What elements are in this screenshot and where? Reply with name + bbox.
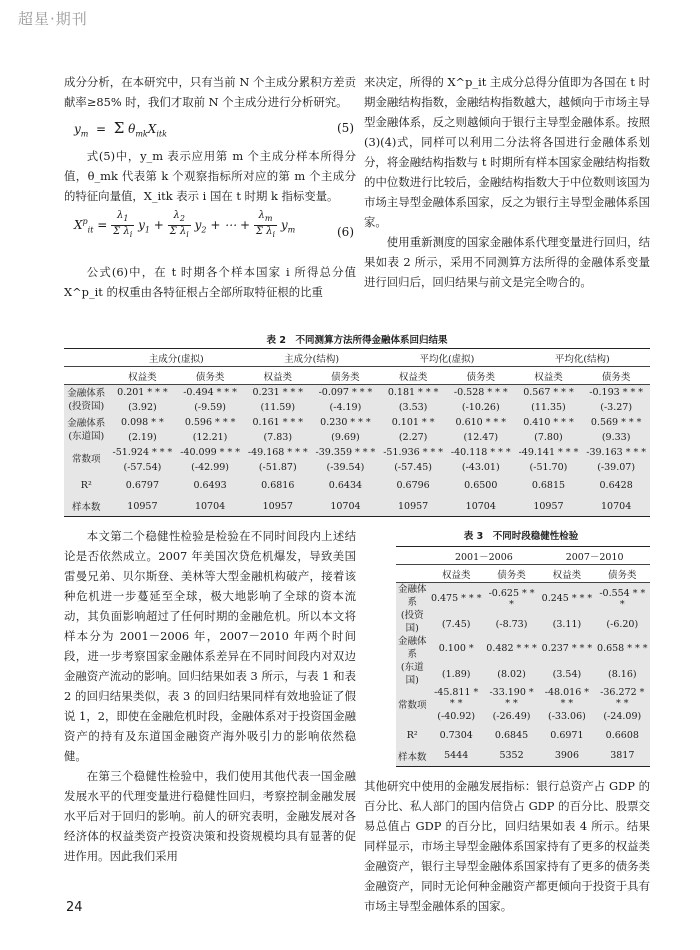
row-label-line: 常数项 xyxy=(398,700,427,711)
table-row xyxy=(396,583,650,615)
coef-cell: 0.098 * * xyxy=(109,415,177,430)
table-3-caption: 表 3 不同时段稳健性检验 xyxy=(463,531,579,542)
tstat-cell: (-33.06) xyxy=(539,709,594,724)
coef-cell: 0.237 * * * xyxy=(539,635,594,661)
paragraph: 其他研究中使用的金融发展指标：银行总资产占 GDP 的百分比、私人部门的国内信贷占 GDP 的百分比、股票交易总值占 GDP 的百分比，回归结果如表 4 所示。结果同样显示，市场主导型金融体系国家持有了更多的权益类金融资产，银行主导型金融体系国家持有了更多的债务类金融资产，同时无论何种金融资产都更倾向于投资于具有市场主导型金融体系的国家。 xyxy=(364,779,650,913)
table-row xyxy=(396,661,650,687)
tstat-cell: (-9.59) xyxy=(176,400,244,415)
group-header: 2007－2010 xyxy=(539,547,650,565)
coef-cell: 0.596 * * * xyxy=(176,415,244,430)
tstat-cell: (-39.07) xyxy=(582,460,650,475)
coef-cell: -0.097 * * * xyxy=(312,385,380,400)
group-header: 平均化(结构) xyxy=(515,349,650,367)
tstat-cell: (-42.99) xyxy=(176,460,244,475)
coef-cell: -40.099 * * * xyxy=(176,445,244,460)
tstat-cell: (-39.54) xyxy=(312,460,380,475)
group-header: 主成分(结构) xyxy=(244,349,379,367)
tstat-cell: (9.69) xyxy=(312,430,380,445)
tstat-cell: (1.89) xyxy=(429,661,484,687)
row-label: R² xyxy=(396,724,429,746)
coef-cell: 0.475 * * * xyxy=(429,583,484,615)
coef-cell: -0.625 * * * xyxy=(484,583,539,615)
sample-size-cell: 10957 xyxy=(109,497,177,517)
row-label-line: 金融体系 xyxy=(67,387,106,399)
group-header: 主成分(虚拟) xyxy=(109,349,244,367)
sample-size-cell: 3906 xyxy=(539,746,594,766)
tstat-cell: (-10.26) xyxy=(447,400,515,415)
col-header: 债务类 xyxy=(312,367,380,385)
row-label-line: (投资国) xyxy=(68,400,105,412)
tstat-cell: (7.83) xyxy=(244,430,312,445)
table-2 xyxy=(64,348,650,517)
table-2-body xyxy=(64,385,650,517)
table-row xyxy=(64,460,650,475)
row-label xyxy=(396,635,429,687)
paragraph: 式(5)中，y_m 表示应用第 m 个主成分样本所得分值，θ_mk 代表第 k 个观察指标所对应的第 m 个主成分的特征向量值，X_itk 表示 i 国在 t 时期 k 指标变量。 xyxy=(64,149,356,203)
sample-size-cell: 3817 xyxy=(595,746,650,766)
row-label-line: (东道国) xyxy=(400,662,424,686)
coef-cell: -0.494 * * * xyxy=(176,385,244,400)
col-header: 债务类 xyxy=(595,565,650,583)
row-label xyxy=(396,687,429,724)
tstat-cell: (11.59) xyxy=(244,400,312,415)
coef-cell: -51.936 * * * xyxy=(379,445,447,460)
coef-cell: 0.201 * * * xyxy=(109,385,177,400)
tstat-cell: (2.19) xyxy=(109,430,177,445)
coef-cell: -0.528 * * * xyxy=(447,385,515,400)
table-row xyxy=(396,614,650,635)
r2-cell: 0.6608 xyxy=(595,724,650,746)
tstat-cell: (-26.49) xyxy=(484,709,539,724)
r2-cell: 0.6815 xyxy=(515,475,583,497)
right-column-top xyxy=(364,72,650,292)
col-header: 权益类 xyxy=(429,565,484,583)
left-column-bottom xyxy=(64,526,356,866)
col-header: 债务类 xyxy=(447,367,515,385)
table-row xyxy=(64,400,650,415)
equation-5: $y_m = \Sigma$ $\theta_{mk}X_{itk}$ (5) xyxy=(74,119,354,139)
left-column-top xyxy=(64,72,356,302)
tstat-cell: (-57.54) xyxy=(109,460,177,475)
coef-cell: -49.168 * * * xyxy=(244,445,312,460)
row-label-line: 金融体系 xyxy=(67,417,106,429)
table-3 xyxy=(396,546,650,767)
page-number: 24 xyxy=(66,900,83,915)
table-row xyxy=(64,385,650,400)
tstat-cell: (-6.20) xyxy=(595,614,650,635)
tstat-cell: (12.47) xyxy=(447,430,515,445)
col-header: 权益类 xyxy=(539,565,594,583)
paragraph: 来决定，所得的 X^p_it 主成分总得分值即为各国在 t 时期金融结构指数，金融结构指数越大，越倾向于市场主导型金融体系，反之则越倾向于银行主导型金融体系。按照(3)(4)式，同样可以利用二分法将各国进行金融体系划分，将金融结构指数与 t 时期所有样本国家金融结构指数的中位数进行比较后，金融结构指数大于中位数则该国为市场主导型金融体系国家，反之为银行主导型金融体系国家。 xyxy=(364,75,650,229)
col-header: 权益类 xyxy=(379,367,447,385)
coef-cell: 0.658 * * * xyxy=(595,635,650,661)
r2-cell: 0.6845 xyxy=(484,724,539,746)
table-row xyxy=(396,709,650,724)
row-label: 样本数 xyxy=(396,746,429,766)
coef-cell: 0.610 * * * xyxy=(447,415,515,430)
r2-cell: 0.6797 xyxy=(109,475,177,497)
row-label-line: 金融体系 xyxy=(398,636,427,660)
sample-size-cell: 10957 xyxy=(244,497,312,517)
right-column-bottom xyxy=(364,776,650,916)
sample-size-cell: 10957 xyxy=(379,497,447,517)
table-row xyxy=(64,445,650,460)
coef-cell: -48.016 * * * xyxy=(539,687,594,709)
r2-cell: 0.7304 xyxy=(429,724,484,746)
row-label xyxy=(64,385,109,415)
col-header: 权益类 xyxy=(109,367,177,385)
tstat-cell: (-51.70) xyxy=(515,460,583,475)
coef-cell: 0.231 * * * xyxy=(244,385,312,400)
coef-cell: -51.924 * * * xyxy=(109,445,177,460)
tstat-cell: (3.53) xyxy=(379,400,447,415)
tstat-cell: (-8.73) xyxy=(484,614,539,635)
tstat-cell: (8.02) xyxy=(484,661,539,687)
tstat-cell: (8.16) xyxy=(595,661,650,687)
coef-cell: -0.554 * * * xyxy=(595,583,650,615)
tstat-cell: (12.21) xyxy=(176,430,244,445)
table-row xyxy=(64,475,650,497)
table-row xyxy=(396,687,650,709)
sample-size-cell: 10704 xyxy=(176,497,244,517)
r2-cell: 0.6493 xyxy=(176,475,244,497)
tstat-cell: (7.45) xyxy=(429,614,484,635)
equation-number: (6) xyxy=(337,225,354,239)
tstat-cell: (9.33) xyxy=(582,430,650,445)
table-corner xyxy=(64,349,109,367)
r2-cell: 0.6428 xyxy=(582,475,650,497)
journal-header: 超星·期刊 xyxy=(18,10,88,28)
tstat-cell: (-3.27) xyxy=(582,400,650,415)
coef-cell: 0.569 * * * xyxy=(582,415,650,430)
coef-cell: -40.118 * * * xyxy=(447,445,515,460)
tstat-cell: (-51.87) xyxy=(244,460,312,475)
tstat-cell: (11.35) xyxy=(515,400,583,415)
row-label: 样本数 xyxy=(64,497,109,517)
table-row xyxy=(396,724,650,746)
sample-size-cell: 5352 xyxy=(484,746,539,766)
table-2-caption: 表 2 不同测算方法所得金融体系回归结果 xyxy=(266,335,448,346)
coef-cell: -45.811 * * * xyxy=(429,687,484,709)
group-header: 2001－2006 xyxy=(429,547,540,565)
r2-cell: 0.6796 xyxy=(379,475,447,497)
paragraph: 本文第二个稳健性检验是检验在不同时间段内上述结论是否依然成立。2007 年美国次贷危机爆发，导致美国雷曼兄弟、贝尔斯登、美林等大型金融机构破产，接着该种危机进一步蔓延至全球，极大地影响了全球的资本流动，其负面影响超过了任何时期的金融危机。所以本文将样本分为 2001－2006 年，2007－2010 年两个时间段，进一步考察国家金融体系差异在不同时间段内对双边金融资产流动的影响。回归结果如表 3 所示，与表 1 和表 2 的回归结果类似，表 3 的回归结果同样有效地验证了假说 1，2，即使在金融危机时段，金融体系对于投资国金融资产的持有及东道国金融资产海外吸引力的影响依然稳健。 xyxy=(64,529,356,763)
tstat-cell: (-40.92) xyxy=(429,709,484,724)
table-row xyxy=(64,415,650,430)
table-row xyxy=(64,430,650,445)
tstat-cell: (-4.19) xyxy=(312,400,380,415)
col-header: 债务类 xyxy=(176,367,244,385)
tstat-cell: (-43.01) xyxy=(447,460,515,475)
tstat-cell: (3.54) xyxy=(539,661,594,687)
r2-cell: 0.6971 xyxy=(539,724,594,746)
coef-cell: 0.567 * * * xyxy=(515,385,583,400)
coef-cell: -33.190 * * * xyxy=(484,687,539,709)
sample-size-cell: 10957 xyxy=(515,497,583,517)
coef-cell: -49.141 * * * xyxy=(515,445,583,460)
tstat-cell: (3.92) xyxy=(109,400,177,415)
row-label: R² xyxy=(64,475,109,497)
col-header: 权益类 xyxy=(244,367,312,385)
sample-size-cell: 10704 xyxy=(447,497,515,517)
paragraph: 公式(6)中，在 t 时期各个样本国家 i 所得总分值 X^p_it 的权重由各特征根占全部所取特征根的比重 xyxy=(64,265,356,299)
table-row xyxy=(396,746,650,766)
r2-cell: 0.6434 xyxy=(312,475,380,497)
sample-size-cell: 5444 xyxy=(429,746,484,766)
group-header: 平均化(虚拟) xyxy=(379,349,514,367)
row-label-line: 金融体系 xyxy=(398,584,427,608)
equation-6: $X^p_{it}$ = $\frac{\lambda_1}{\Sigma \lambda_i}$ $y_1$ + $\frac{\lambda_2}{\Sigma \lambda_i}$ $y_2$ + ⋯ + $\frac{\lambda_m}{\Sigma \lambda_i}$ $y_m$ (6) xyxy=(74,210,356,258)
paragraph: 在第三个稳健性检验中，我们使用其他代表一国金融发展水平的代理变量进行稳健性回归，考察控制金融发展水平后对于回归的影响。前人的研究表明，金融发展对各经济体的权益类资产投资决策和投资规模均具有显著的促进作用。因此我们采用 xyxy=(64,769,356,863)
col-header: 债务类 xyxy=(582,367,650,385)
coef-cell: 0.230 * * * xyxy=(312,415,380,430)
row-label-line: (东道国) xyxy=(68,430,105,442)
coef-cell: 0.410 * * * xyxy=(515,415,583,430)
row-label-line: (投资国) xyxy=(400,610,424,634)
col-header: 权益类 xyxy=(515,367,583,385)
table-3-body xyxy=(396,583,650,767)
row-label xyxy=(64,415,109,445)
sample-size-cell: 10704 xyxy=(582,497,650,517)
coef-cell: 0.181 * * * xyxy=(379,385,447,400)
coef-cell: -39.359 * * * xyxy=(312,445,380,460)
coef-cell: 0.101 * * xyxy=(379,415,447,430)
row-label-line: 常数项 xyxy=(72,454,101,465)
r2-cell: 0.6500 xyxy=(447,475,515,497)
tstat-cell: (2.27) xyxy=(379,430,447,445)
tstat-cell: (7.80) xyxy=(515,430,583,445)
tstat-cell: (-24.09) xyxy=(595,709,650,724)
paragraph: 使用重新测度的国家金融体系代理变量进行回归，结果如表 2 所示，采用不同测算方法所得的金融体系变量进行回归后，回归结果与前文是完全吻合的。 xyxy=(364,235,650,289)
row-label xyxy=(64,445,109,475)
coef-cell: -0.193 * * * xyxy=(582,385,650,400)
table-row xyxy=(64,497,650,517)
col-header: 债务类 xyxy=(484,565,539,583)
r2-cell: 0.6816 xyxy=(244,475,312,497)
tstat-cell: (3.11) xyxy=(539,614,594,635)
coef-cell: 0.100 * xyxy=(429,635,484,661)
equation-number: (5) xyxy=(337,121,354,135)
coef-cell: 0.245 * * * xyxy=(539,583,594,615)
table-row xyxy=(396,635,650,661)
tstat-cell: (-57.45) xyxy=(379,460,447,475)
coef-cell: -36.272 * * * xyxy=(595,687,650,709)
coef-cell: 0.482 * * * xyxy=(484,635,539,661)
paragraph: 成分分析，在本研究中，只有当前 N 个主成分累积方差贡献率≥85% 时，我们才取前 N 个主成分进行分析研究。 xyxy=(64,75,356,109)
sample-size-cell: 10704 xyxy=(312,497,380,517)
row-label xyxy=(396,583,429,636)
coef-cell: 0.161 * * * xyxy=(244,415,312,430)
coef-cell: -39.163 * * * xyxy=(582,445,650,460)
